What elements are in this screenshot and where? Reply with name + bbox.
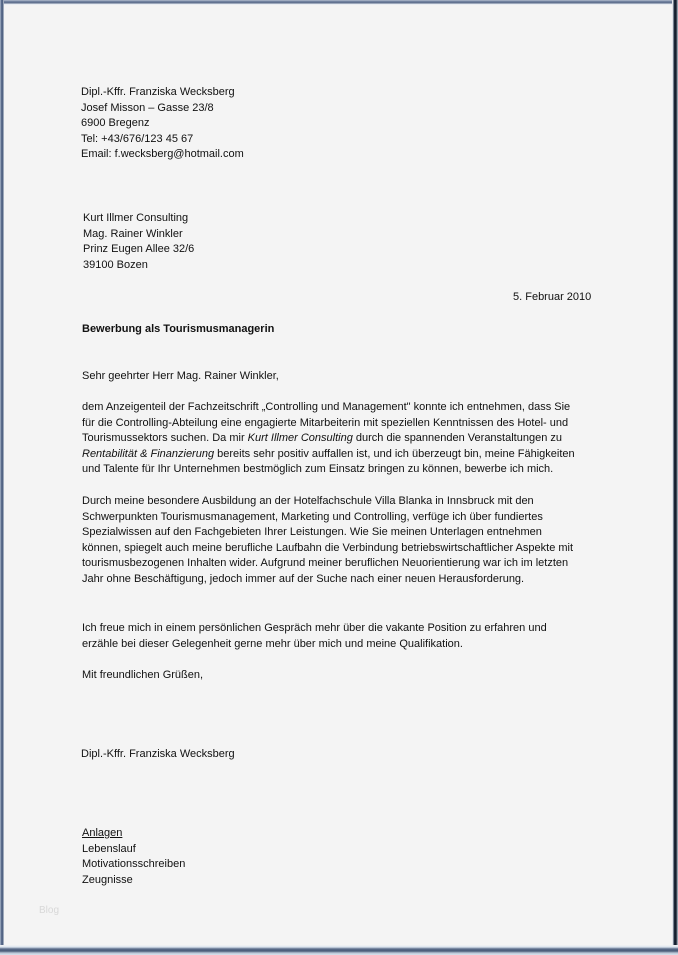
enclosure-item: Zeugnisse	[82, 873, 133, 886]
body-paragraph-2	[82, 494, 573, 588]
sender-name: Dipl.-Kffr. Franziska Wecksberg	[81, 86, 235, 98]
company-name-italic: Kurt Illmer Consulting	[247, 432, 353, 445]
letter-salutation: Sehr geehrter Herr Mag. Rainer Winkler,	[82, 370, 279, 382]
sender-address	[81, 85, 244, 163]
paragraph-line	[82, 431, 575, 447]
paragraph-line: und Talente für Ihr Unternehmen bestmöglich zum Einsatz bringen zu können, bewerbe ich mich.	[82, 463, 554, 476]
recipient-contact: Mag. Rainer Winkler	[83, 227, 183, 240]
body-paragraph-3	[82, 621, 547, 652]
paragraph-line: Durch meine besondere Ausbildung an der Hotelfachschule Villa Blanka in Innsbruck mit den	[82, 495, 534, 507]
letter-subject: Bewerbung als Tourismusmanagerin	[82, 323, 275, 335]
recipient-city: 39100 Bozen	[83, 258, 148, 271]
recipient-street: Prinz Eugen Allee 32/6	[83, 243, 195, 256]
paragraph-line: Schwerpunkten Tourismusmanagement, Marketing und Controlling, verfüge ich über fundiertes	[82, 510, 543, 523]
text-segment: durch die spannenden Veranstaltungen zu	[352, 432, 562, 445]
recipient-address	[83, 211, 194, 273]
enclosures-heading: Anlagen	[82, 827, 123, 839]
sender-street: Josef Misson – Gasse 23/8	[81, 101, 214, 114]
paragraph-line: für die Controlling-Abteilung eine engagierte Mitarbeiterin mit speziellen Kenntnissen des Hotel- und	[82, 416, 569, 429]
event-name-italic: Rentabilität & Finanzierung	[82, 447, 215, 460]
letter-closing: Mit freundlichen Grüßen,	[82, 669, 204, 681]
recipient-company: Kurt Illmer Consulting	[83, 212, 189, 224]
paragraph-line: Ich freue mich in einem persönlichen Gespräch mehr über die vakante Position zu erfahren und	[82, 622, 547, 634]
letter-date: 5. Februar 2010	[513, 291, 592, 303]
paragraph-line: können, spiegelt auch meine berufliche Laufbahn die Verbindung betriebswirtschaftlicher Aspekte mit	[82, 541, 574, 554]
enclosure-item: Motivationsschreiben	[82, 858, 186, 871]
paragraph-line: erzähle bei dieser Gelegenheit gerne mehr über mich und meine Qualifikation.	[82, 637, 463, 650]
body-paragraph-1	[82, 400, 575, 478]
paragraph-line: dem Anzeigenteil der Fachzeitschrift „Controlling und Management" konnte ich entnehmen, dass Sie	[82, 401, 571, 413]
paragraph-line	[82, 447, 575, 463]
paragraph-line: Spezialwissen auf den Fachgebieten Ihrer Leistungen. Wie Sie meinen Unterlagen entnehmen	[82, 526, 542, 539]
enclosure-item: Lebenslauf	[82, 842, 136, 855]
sender-city: 6900 Bregenz	[81, 117, 150, 130]
sender-email: Email: f.wecksberg@hotmail.com	[81, 148, 244, 161]
sender-phone: Tel: +43/676/123 45 67	[81, 132, 194, 145]
watermark: Blog	[39, 905, 60, 916]
text-segment: bereits sehr positiv auffallen ist, und ich überzeugt bin, meine Fähigkeiten	[214, 447, 575, 460]
enclosures-list	[82, 826, 185, 888]
letter-signature: Dipl.-Kffr. Franziska Wecksberg	[81, 748, 235, 760]
text-segment: Tourismussektors suchen. Da mir	[82, 432, 248, 445]
paragraph-line: Jahr ohne Beschäftigung, jedoch immer auf der Suche nach einer neuen Herausforderung.	[82, 572, 525, 585]
paragraph-line: tourismusbezogenen Inhalten wider. Aufgrund meiner beruflichen Neuorientierung war ich im letzten	[82, 557, 569, 570]
